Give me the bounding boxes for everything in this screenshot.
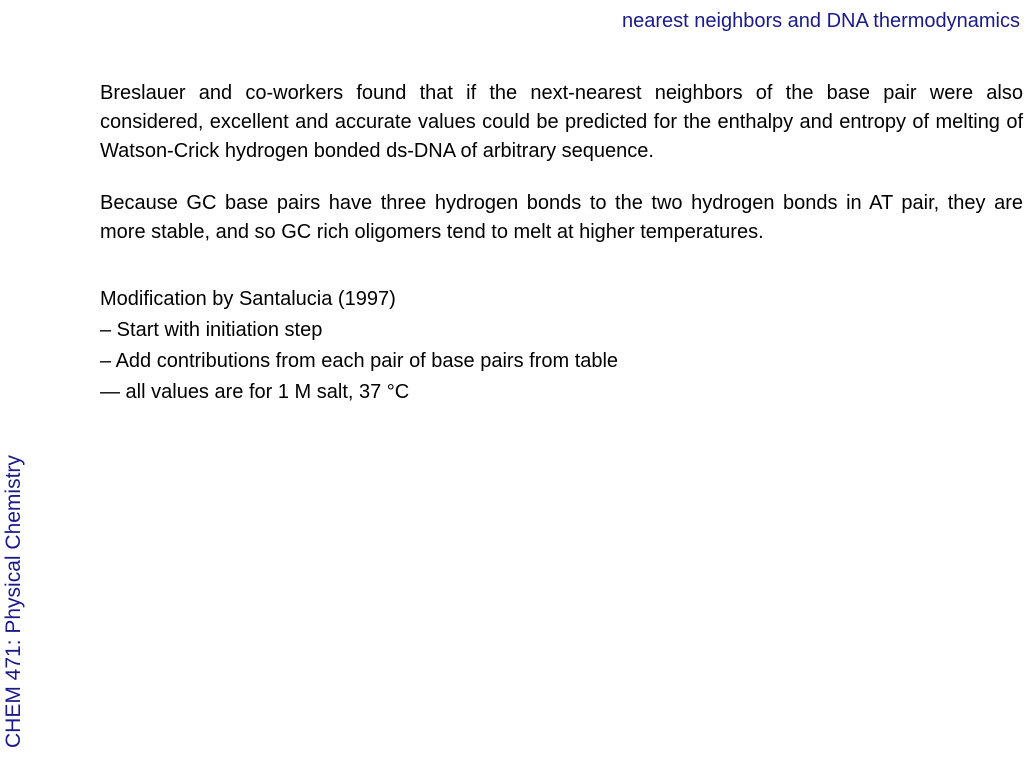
note-item: – Start with initiation step <box>100 319 323 341</box>
note-item: — all values are for 1 M salt, 37 °C <box>100 381 410 403</box>
paragraph-breslauer: Breslauer and co-workers found that if the next-nearest neighbors of the base pair were also considered, excellent and accurate values could be predicted for the enthalpy and entropy of melting of Watson-Crick hydrogen bonded ds-DNA of arbitrary sequence. <box>100 82 1023 162</box>
slide-title: nearest neighbors and DNA thermodynamics <box>622 10 1020 32</box>
course-label: CHEM 471: Physical Chemistry <box>2 455 25 748</box>
note-item: – Add contributions from each pair of base pairs from table <box>100 350 619 372</box>
note-heading: Modification by Santalucia (1997) <box>100 288 396 310</box>
slide-body <box>100 79 1023 408</box>
santalucia-notes <box>100 284 1023 408</box>
paragraph-gc-stability: Because GC base pairs have three hydrogen bonds to the two hydrogen bonds in AT pair, they are more stable, and so GC rich oligomers tend to melt at higher temperatures. <box>100 192 1023 243</box>
